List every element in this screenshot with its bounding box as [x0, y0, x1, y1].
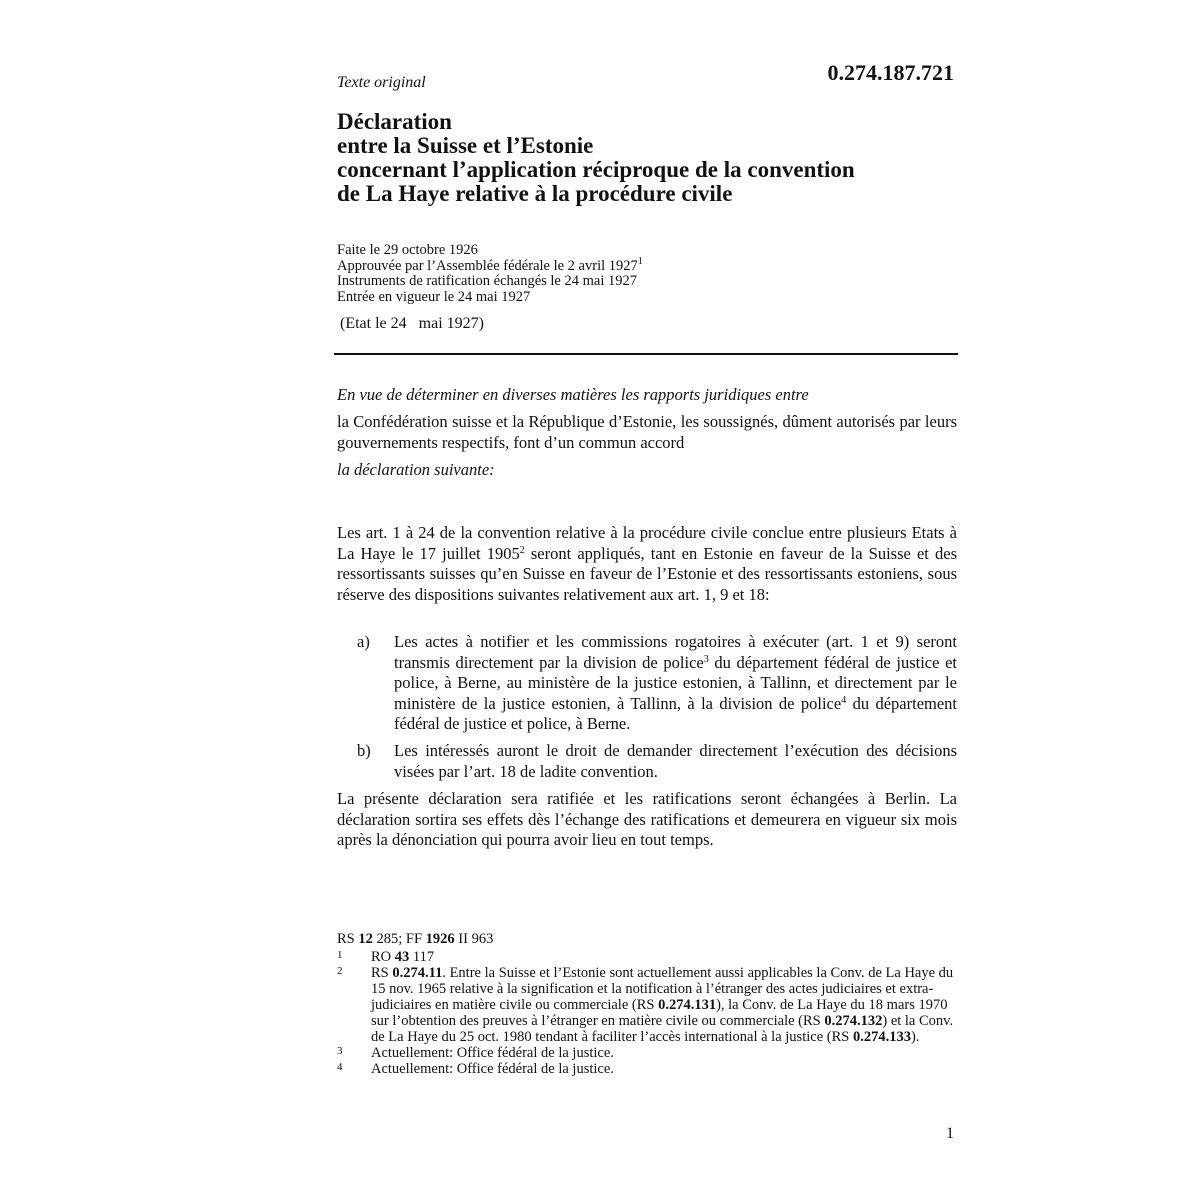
paragraph-1: Les art. 1 à 24 de la convention relative à la procédure civile conclue entre plusieurs Etats à La Haye le 17 juillet 1905$^2$ seront appliqués, tant en Estonie en faveur de la Suisse et des ressortissants suisses qu’en Suisse en faveur de l’Estonie et des ressortissants estoniens, sous réserve des dispositions suivantes relativement aux art. 1, 9 et 18:	[337, 523, 958, 604]
footnote-4: 4 Actuellement: Office fédéral de la justice.	[337, 1061, 614, 1077]
list-item-text: Les intéressés auront le droit de demander directement l’exécution des décisions visées par l’art. 18 de ladite convention.	[394, 741, 957, 781]
footnote-ref-3: 3	[703, 653, 709, 665]
list-item-text: Les actes à notifier et les commissions rogatoires à exécuter (art. 1 et 9) seront transmis directement par la division de police$^3$ du département fédéral de justice et police, à Berne, au ministère de la justice estonien, à Tallinn, et directement par le ministère de la justice estonien, à Tallinn, à la division de police$^4$ du département fédéral de justice et police, à Berne.	[394, 632, 958, 733]
title-line-2: entre la Suisse et l’Estonie	[337, 133, 594, 158]
footnote-2: 2 RS 0.274.11. Entre la Suisse et l’Estonie sont actuellement aussi applicables la Conv. de La Haye du 15 nov. 1965 relative à la signification et la notification à l’étranger des actes judiciaires et extra-judiciaires en matière civile ou commerciale (RS 0.274.131), la Conv. de La Haye du 18 mars 1970 sur l’obtention des preuves à l’étranger en matière civile ou commerciale (RS 0.274.132) et la Conv. de La Haye du 25 oct. 1980 tendant à faciliter l’accès international à la justice (RS 0.274.133).	[337, 965, 954, 1045]
footnotes	[337, 949, 957, 1077]
footnote-number: 1	[337, 949, 343, 961]
preamble-line-3: la déclaration suivante:	[337, 460, 495, 479]
date-entree: Entrée en vigueur le 24 mai 1927	[337, 288, 531, 305]
footnote-number: 4	[337, 1061, 343, 1073]
preamble-line-1: En vue de déterminer en diverses matières les rapports juridiques entre	[337, 385, 809, 404]
list-item-label: b)	[357, 741, 371, 760]
paragraph-2: La présente déclaration sera ratifiée et les ratifications seront échangées à Berlin. La déclaration sortira ses effets dès l’échange des ratifications et demeurera en vigueur six mois après la dénonciation qui pourra avoir lieu en tout temps.	[337, 789, 957, 849]
preamble-line-2: la Confédération suisse et la République d’Estonie, les soussignés, dûment autorisés par leurs gouvernements respectifs, font d’un commun accord	[337, 412, 957, 452]
document-title	[337, 110, 957, 206]
footnote-ref-2: 2	[519, 544, 525, 556]
header-divider	[334, 353, 958, 355]
footnote-ref-4: 4	[841, 694, 847, 706]
list-item-label: a)	[357, 632, 370, 651]
list-item-b	[357, 741, 957, 782]
footnote-ref-1: 1	[637, 255, 643, 267]
footnote-source: RS 12 285; FF 1926 II 963	[337, 931, 494, 947]
title-line-4: de La Haye relative à la procédure civile	[337, 181, 733, 206]
page-number: 1	[946, 1125, 954, 1142]
etat-date: (Etat le 24 mai 1927)	[340, 315, 484, 332]
footnote-number: 3	[337, 1045, 343, 1057]
title-line-3: concernant l’application réciproque de la convention	[337, 157, 855, 182]
title-line-1: Déclaration	[337, 109, 452, 134]
texte-original-label: Texte original	[337, 74, 426, 91]
date-instruments: Instruments de ratification échangés le 24 mai 1927	[337, 273, 637, 289]
date-approuvee: Approuvée par l’Assemblée fédérale le 2 avril 1927$^1$	[337, 255, 643, 274]
list-item-a	[357, 632, 957, 735]
footnote-number: 2	[337, 965, 343, 977]
footnote-1: 1 RO 43 117	[337, 949, 435, 965]
date-faite: Faite le 29 octobre 1926	[337, 242, 478, 258]
document-number: 0.274.187.721	[827, 60, 954, 85]
footnote-3: 3 Actuellement: Office fédéral de la justice.	[337, 1045, 614, 1061]
date-block	[337, 243, 643, 305]
